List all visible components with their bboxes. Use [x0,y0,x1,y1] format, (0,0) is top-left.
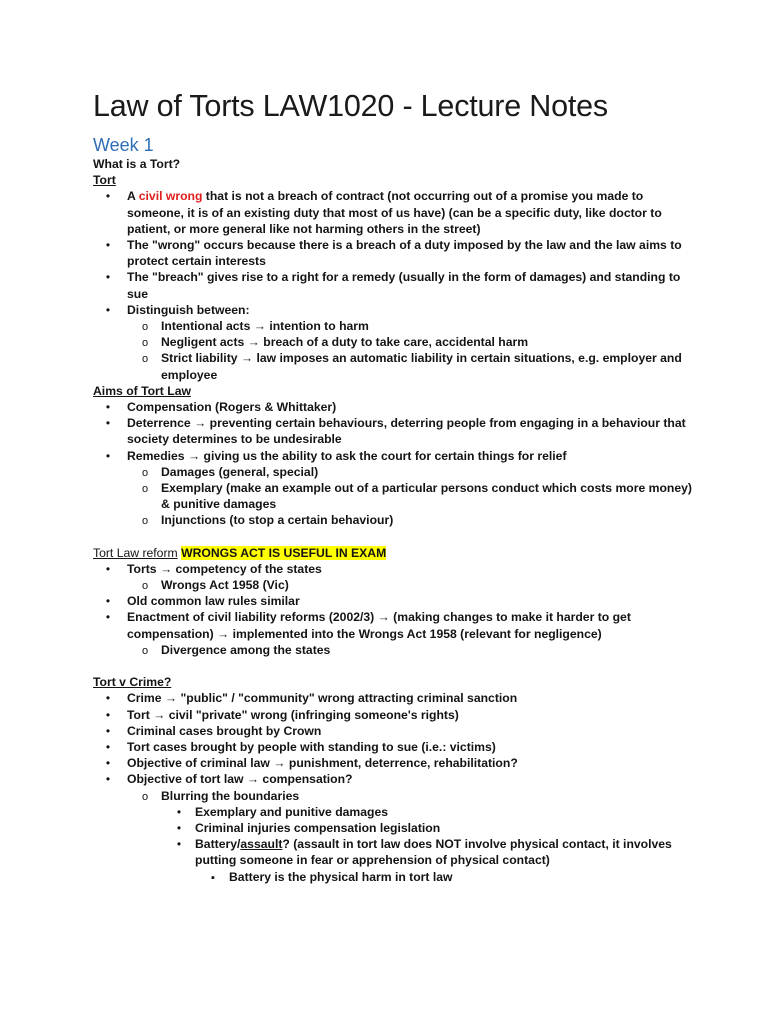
list-item: o Intentional acts → intention to harm [127,318,693,334]
reform-list [93,561,693,658]
list-item: o Exemplary (make an example out of a particular persons conduct which costs more money) & punitive damages [127,480,693,512]
bullet-icon [171,820,187,836]
bullet-icon [100,739,116,755]
list-item: • Criminal injuries compensation legislation [161,820,693,836]
circle-bullet-icon [137,788,153,805]
week-heading: Week 1 [93,135,154,155]
list-item: o Wrongs Act 1958 (Vic) [127,577,693,593]
bullet-icon [100,269,116,285]
list-item: • The "wrong" occurs because there is a breach of a duty imposed by the law and the law aims to protect certain interests [93,237,693,269]
distinguish-sublist [127,318,693,383]
circle-bullet-icon [137,350,153,367]
list-item: o Injunctions (to stop a certain behaviour) [127,512,693,528]
bullet-icon [100,448,116,464]
exam-highlight: WRONGS ACT IS USEFUL IN EXAM [181,545,387,560]
assault-underlined: assault [240,837,283,852]
list-item: • The "breach" gives rise to a right for a remedy (usually in the form of damages) and standing to sue [93,269,693,301]
bullet-icon [100,237,116,253]
list-item: • Objective of criminal law → punishment, deterrence, rehabilitation? [93,755,693,771]
battery-sublist [195,869,693,885]
list-item: o Divergence among the states [127,642,693,658]
spacer [93,529,693,545]
list-item: • Exemplary and punitive damages [161,804,693,820]
blurring-sublist [161,804,693,885]
circle-bullet-icon [137,642,153,659]
bullet-icon [100,302,116,318]
list-item: • Compensation (Rogers & Whittaker) [93,399,693,415]
document-page [93,86,693,885]
bullet-icon [100,771,116,787]
crime-list [93,690,693,884]
list-item: • Deterrence → preventing certain behaviours, deterring people from engaging in a behaviour that society determines to be undesirable [93,415,693,447]
bullet-icon [171,804,187,820]
spacer [93,658,693,674]
circle-bullet-icon [137,334,153,351]
bullet-icon [100,561,116,577]
bullet-icon [100,399,116,415]
reform-section-label: Tort Law reform [93,545,178,560]
reform-heading [93,545,693,561]
bullet-icon [100,690,116,706]
list-item: • Tort → civil "private" wrong (infringing someone's rights) [93,707,693,723]
list-item: • Tort cases brought by people with standing to sue (i.e.: victims) [93,739,693,755]
bullet-icon [100,707,116,723]
civil-wrong-text: civil wrong [138,189,203,204]
circle-bullet-icon [137,512,153,529]
tort-section-label: Tort [93,173,116,188]
enactment-sublist [127,642,693,658]
crime-section-label: Tort v Crime? [93,675,172,690]
objective-sublist [127,788,693,885]
bullet-icon [100,609,116,625]
torts-sublist [127,577,693,593]
list-item: o Strict liability → law imposes an automatic liability in certain situations, e.g. employer and employee [127,350,693,382]
list-item: • Criminal cases brought by Crown [93,723,693,739]
document-title: Law of Torts LAW1020 - Lecture Notes [93,89,608,123]
list-item: ▪ Battery is the physical harm in tort law [195,869,693,885]
list-item: • A civil wrong that is not a breach of contract (not occurring out of a promise you made to someone, it is of an existing duty that most of us have) (can be a specific duty, like doctor to patient, or more general like not harming others in the street) [93,188,693,237]
list-item: o Negligent acts → breach of a duty to take care, accidental harm [127,334,693,350]
what-is-tort-heading: What is a Tort? [93,157,181,171]
circle-bullet-icon [137,464,153,481]
list-item: • Objective of tort law → compensation? o Blurring the boundaries • Exemplary and punitive damages • Criminal injuries compensation legislation • Battery/assault? (assault in tort law does NOT involve physical contact, it involves putting someone in fear or apprehension of physical contact) ▪ Battery is the physical harm in tort law [93,771,693,884]
square-bullet-icon [205,869,221,886]
list-item: • Enactment of civil liability reforms (2002/3) → (making changes to make it harder to get compensation) → implemented into the Wrongs Act 1958 (relevant for negligence) o Divergence among the states [93,609,693,658]
bullet-icon [100,593,116,609]
bullet-icon [100,723,116,739]
list-item: o Blurring the boundaries • Exemplary and punitive damages • Criminal injuries compensation legislation • Battery/assault? (assault in tort law does NOT involve physical contact, it involves putting someone in fear or apprehension of physical contact) ▪ Battery is the physical harm in tort law [127,788,693,885]
bullet-icon [171,836,187,852]
bullet-icon [100,755,116,771]
list-item: • Torts → competency of the states o Wrongs Act 1958 (Vic) [93,561,693,593]
list-item: • Crime → "public" / "community" wrong attracting criminal sanction [93,690,693,706]
bullet-icon [100,188,116,204]
remedies-sublist [127,464,693,529]
circle-bullet-icon [137,480,153,497]
aims-list [93,399,693,529]
tort-list [93,188,693,382]
list-item: • Old common law rules similar [93,593,693,609]
circle-bullet-icon [137,318,153,335]
list-item: • Distinguish between: o Intentional acts → intention to harm o Negligent acts → breach of a duty to take care, accidental harm o Strict liability → law imposes an automatic liability in certain situations, e.g. employer and employee [93,302,693,383]
list-item: • Battery/assault? (assault in tort law does NOT involve physical contact, it involves putting someone in fear or apprehension of physical contact) ▪ Battery is the physical harm in tort law [161,836,693,885]
list-item: o Damages (general, special) [127,464,693,480]
circle-bullet-icon [137,577,153,594]
list-item: • Remedies → giving us the ability to ask the court for certain things for relief o Damages (general, special) o Exemplary (make an example out of a particular persons conduct which costs more money) & punitive damages o Injunctions (to stop a certain behaviour) [93,448,693,529]
aims-section-label: Aims of Tort Law [93,383,191,398]
bullet-icon [100,415,116,431]
